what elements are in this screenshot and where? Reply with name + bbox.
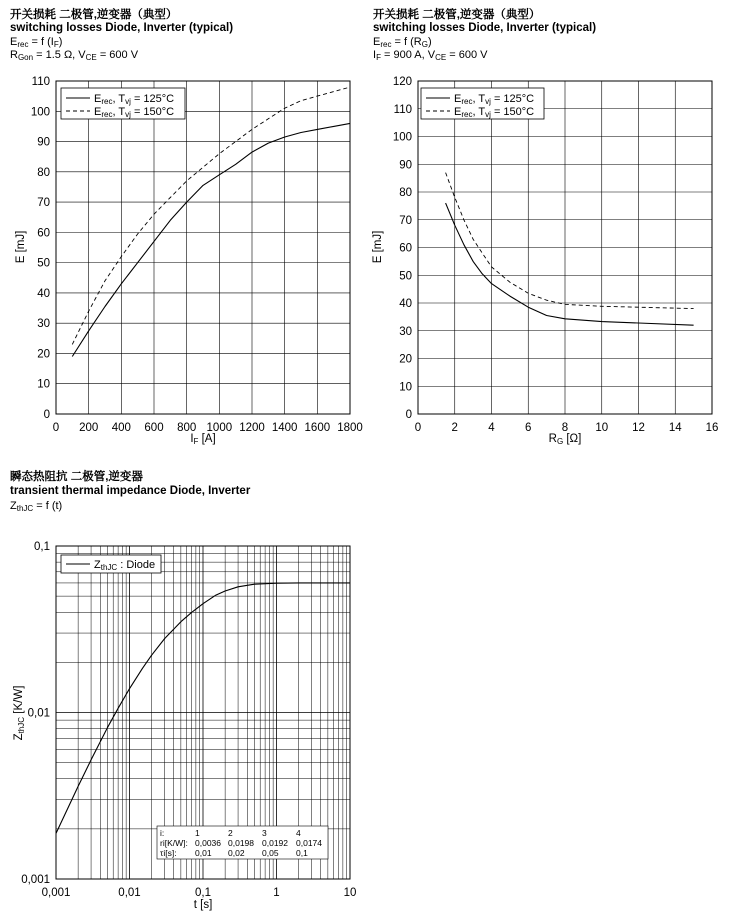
chart2-x-tick-label: 12: [632, 422, 645, 434]
chart2-y-tick-label: 10: [399, 381, 412, 394]
chart3-table-cell: 0,0036: [195, 838, 221, 848]
chart1-legend-label-125: Erec, Tvj = 125°C: [94, 93, 175, 106]
figure2-formula: Erec = f (RG): [373, 36, 432, 49]
chart2-grid: [418, 81, 712, 414]
chart-thermal-impedance: [13, 541, 356, 911]
figure2-header: [373, 7, 596, 62]
chart3-table-cell: i:: [160, 828, 165, 838]
figure1-header: [10, 7, 233, 62]
chart2-y-tick-label: 50: [399, 270, 412, 283]
chart3-table-cell: 0,1: [296, 848, 308, 858]
chart-energy-vs-gate-resistance: [372, 76, 718, 446]
chart3-legend: [61, 555, 161, 573]
figure1-conditions: RGon = 1.5 Ω, VCE = 600 V: [10, 49, 139, 62]
chart2-y-tick-label: 120: [392, 76, 412, 88]
chart3-y-tick-label: 0,1: [34, 541, 50, 553]
chart3-y-tick-label: 0,01: [27, 707, 50, 720]
figure3-header: [10, 469, 251, 513]
figure3-title-en: transient thermal impedance Diode, Inverter: [10, 485, 251, 497]
figure1-formula: Erec = f (IF): [10, 36, 63, 49]
figure2-conditions: IF = 900 A, VCE = 600 V: [373, 49, 488, 62]
chart3-parameter-table: [157, 826, 328, 859]
chart3-table-cell: 0,0192: [262, 838, 288, 848]
chart3-y-axis-label: ZthJC [K/W]: [13, 685, 26, 741]
chart1-series-line-2: [72, 87, 350, 344]
chart2-x-tick-label: 2: [451, 422, 458, 434]
chart1-y-tick-label: 10: [37, 378, 50, 391]
chart1-x-axis-label: IF [A]: [190, 433, 216, 446]
chart3-table-cell: ri[K/W]:: [160, 838, 188, 848]
figure2-title-en: switching losses Diode, Inverter (typical): [373, 22, 597, 34]
chart3-legend-label: ZthJC : Diode: [94, 559, 156, 572]
chart1-y-tick-label: 50: [37, 257, 50, 270]
chart1-y-tick-label: 70: [37, 197, 50, 210]
chart2-y-tick-label: 20: [399, 353, 412, 366]
chart2-y-tick-label: 60: [399, 242, 412, 255]
chart3-table-cell: 0,02: [228, 848, 245, 858]
chart2-x-tick-label: 6: [525, 422, 532, 434]
chart3-table-cell: 3: [262, 828, 267, 838]
chart1-y-axis-label: E [mJ]: [15, 230, 27, 264]
chart1-y-tick-label: 80: [37, 166, 50, 179]
chart3-x-tick-label: 0,001: [41, 887, 71, 899]
chart1-y-tick-label: 30: [37, 318, 50, 331]
chart1-x-tick-label: 1400: [271, 422, 298, 434]
chart1-grid: [56, 81, 350, 414]
chart3-table-cell: 4: [296, 828, 301, 838]
chart3-x-axis-label: t [s]: [193, 899, 213, 911]
chart2-x-tick-label: 4: [488, 422, 495, 434]
figure1-title-en: switching losses Diode, Inverter (typical): [10, 22, 234, 34]
chart1-y-tick-label: 0: [43, 409, 50, 421]
chart2-y-tick-label: 100: [392, 131, 412, 144]
chart2-y-tick-label: 40: [399, 298, 412, 310]
chart1-y-tick-label: 60: [37, 227, 50, 240]
chart2-legend-label-125: Erec, Tvj = 125°C: [454, 93, 535, 106]
chart1-series: [72, 87, 350, 356]
chart3-table-cell: 2: [228, 828, 233, 838]
chart2-legend-label-150: Erec, Tvj = 150°C: [454, 106, 535, 119]
chart3-x-tick-label: 0,1: [195, 887, 211, 899]
chart2-y-tick-label: 110: [393, 103, 412, 116]
chart1-legend-label-150: Erec, Tvj = 150°C: [94, 106, 175, 119]
chart3-x-tick-label: 10: [343, 887, 357, 899]
chart1-y-tick-label: 110: [31, 76, 50, 88]
chart1-x-tick-label: 0: [52, 422, 60, 434]
chart2-x-tick-label: 14: [668, 422, 682, 434]
chart1-x-tick-label: 400: [111, 422, 131, 434]
chart3-table-cell: 0,0198: [228, 838, 254, 848]
chart2-x-axis-label: RG [Ω]: [548, 433, 582, 446]
chart1-y-tick-label: 100: [30, 106, 50, 119]
chart1-legend: [61, 88, 185, 119]
chart2-y-tick-label: 70: [399, 214, 412, 227]
chart2-legend: [421, 88, 544, 119]
chart2-x-tick-label: 0: [414, 422, 422, 434]
chart1-y-tick-label: 90: [37, 136, 50, 149]
chart2-y-tick-label: 30: [399, 325, 412, 338]
chart1-x-tick-label: 1600: [304, 422, 331, 434]
chart1-x-tick-label: 1800: [337, 422, 363, 434]
chart2-y-tick-label: 90: [399, 159, 412, 172]
chart2-y-tick-label: 80: [399, 187, 412, 199]
chart-energy-vs-current: [15, 76, 363, 446]
figure3-formula: ZthJC = f (t): [10, 500, 63, 513]
chart1-series-line-1: [72, 123, 350, 356]
figure1-title-cn: 开关损耗 二极管,逆变器（典型）: [10, 9, 178, 21]
chart3-table-cell: 0,01: [195, 848, 212, 858]
chart1-x-tick-label: 800: [177, 422, 197, 434]
chart2-x-tick-label: 10: [595, 422, 609, 434]
chart1-plot-frame: [56, 81, 350, 414]
chart2-x-tick-label: 8: [561, 422, 569, 434]
chart2-x-tick-label: 16: [705, 422, 719, 434]
chart1-y-tick-label: 20: [37, 348, 50, 361]
chart2-tick-labels: [393, 76, 719, 434]
chart2-series-line-1: [446, 203, 694, 325]
chart1-x-tick-label: 200: [79, 422, 99, 434]
chart2-series-line-2: [446, 173, 694, 309]
chart3-x-tick-label: 1: [273, 887, 280, 899]
chart2-y-axis-label: E [mJ]: [372, 230, 384, 264]
figure2-title-cn: 开关损耗 二极管,逆变器（典型）: [373, 9, 541, 21]
chart3-x-tick-label: 0,01: [118, 887, 141, 899]
chart1-x-tick-label: 1200: [239, 422, 265, 434]
chart3-table-cell: 0,05: [262, 848, 279, 858]
chart2-series: [446, 173, 694, 326]
chart3-table-cell: 0,0174: [296, 838, 322, 848]
chart3-y-tick-label: 0,001: [21, 874, 50, 886]
chart1-x-tick-label: 600: [144, 422, 164, 434]
chart3-table-cell: 1: [195, 828, 200, 838]
chart2-y-tick-label: 0: [405, 409, 412, 421]
figure3-title-cn: 瞬态热阻抗 二极管,逆变器: [10, 471, 143, 483]
chart3-table-cell: τi[s]:: [160, 848, 177, 858]
chart1-x-tick-label: 1000: [206, 422, 233, 434]
chart1-y-tick-label: 40: [37, 287, 50, 300]
